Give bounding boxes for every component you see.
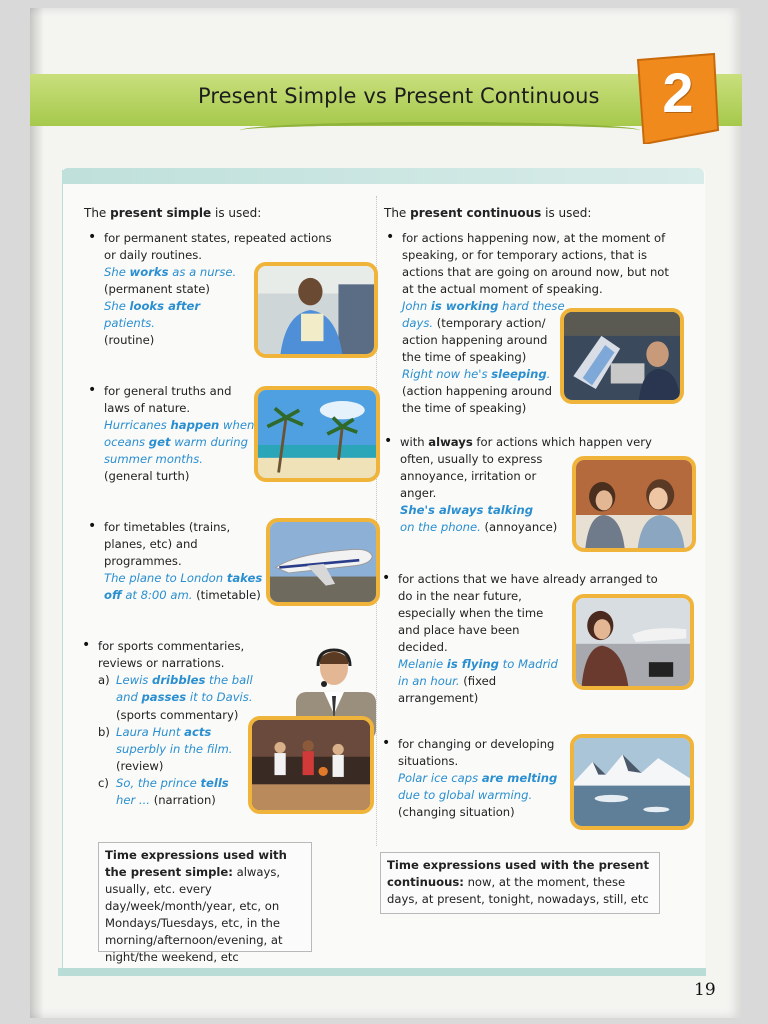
left-note-general: (general turth) bbox=[104, 469, 190, 483]
right-example-always-talking: She's always talking bbox=[400, 503, 533, 517]
left-bullet-4: • for sports commentaries, bbox=[98, 638, 244, 655]
right-bullet-1-line2: speaking, or for temporary actions, that is bbox=[402, 248, 648, 262]
left-note-sports: (sports commentary) bbox=[116, 708, 239, 722]
right-bullet-1: • for actions happening now, at the moment of bbox=[402, 230, 665, 247]
left-example-works: She works as a nurse. bbox=[104, 265, 237, 279]
right-example-polar: Polar ice caps are melting bbox=[398, 771, 558, 785]
right-note-2a: (action happening around bbox=[402, 384, 552, 398]
airplane-photo bbox=[266, 518, 380, 606]
right-bullet-2-line2: often, usually to express bbox=[400, 452, 543, 466]
left-bullet-2: • for general truths and laws of nature. bbox=[104, 383, 234, 417]
left-example-her: her ... (narration) bbox=[116, 793, 216, 807]
right-bullet-2-line4: anger. bbox=[400, 486, 437, 500]
right-example-melanie: Melanie is flying to Madrid bbox=[398, 657, 558, 671]
phone-girls-photo bbox=[572, 456, 696, 552]
left-note-review: (review) bbox=[116, 759, 164, 773]
right-bullet-3-line2: do in the near future, bbox=[398, 589, 522, 603]
left-item-c-label: c) bbox=[98, 776, 109, 790]
airport-woman-photo bbox=[572, 594, 694, 690]
left-example-dribbles: Lewis dribbles the ball bbox=[116, 673, 253, 687]
right-note-1b: action happening around bbox=[402, 333, 548, 347]
title-swoosh bbox=[240, 122, 640, 139]
right-example-sleeping: Right now he's sleeping. bbox=[402, 367, 551, 381]
left-example-laura: Laura Hunt acts bbox=[116, 725, 212, 739]
left-note-routine: (routine) bbox=[104, 333, 155, 347]
right-example-warming: due to global warming. bbox=[398, 788, 533, 802]
left-item-b-label: b) bbox=[98, 725, 110, 739]
left-example-oceans: oceans get warm during bbox=[104, 435, 248, 449]
polar-ice-photo bbox=[570, 734, 694, 830]
present-continuous-time-expressions: Time expressions used with the present continuous: now, at the moment, these days, at present, tonight, nowadays, still, etc bbox=[380, 852, 660, 914]
right-note-1c: the time of speaking) bbox=[402, 350, 527, 364]
left-example-superbly: superbly in the film. bbox=[116, 742, 233, 756]
right-example-john: John is working hard these bbox=[402, 299, 565, 313]
right-bullet-3: • for actions that we have already arranged to bbox=[398, 571, 658, 588]
left-bullet-1: • for permanent states, repeated actions or daily routines. bbox=[104, 230, 344, 264]
right-bullet-4-line2: situations. bbox=[398, 754, 459, 768]
left-example-summer: summer months. bbox=[104, 452, 203, 466]
right-bullet-2-line3: annoyance, irritation or bbox=[400, 469, 537, 483]
left-bullet-4-line2: reviews or narrations. bbox=[98, 656, 225, 670]
left-bullet-3-line2: planes, etc) and bbox=[104, 537, 198, 551]
right-note-changing: (changing situation) bbox=[398, 805, 515, 819]
right-bullet-3-line4: and place have been bbox=[398, 623, 520, 637]
left-example-hurricanes: Hurricanes happen when bbox=[104, 418, 255, 432]
page-number: 19 bbox=[694, 980, 716, 1000]
left-item-a-label: a) bbox=[98, 673, 110, 687]
left-example-off: off at 8:00 am. (timetable) bbox=[104, 588, 261, 602]
spine-shadow bbox=[30, 8, 44, 1018]
right-note-2b: the time of speaking) bbox=[402, 401, 527, 415]
beach-photo bbox=[254, 386, 380, 482]
right-bullet-1-line4: at the actual moment of speaking. bbox=[402, 282, 603, 296]
left-example-passes: and passes it to Davis. bbox=[116, 690, 253, 704]
right-example-phone: on the phone. (annoyance) bbox=[400, 520, 558, 534]
nurse-photo bbox=[254, 262, 378, 358]
computer-worker-photo bbox=[560, 308, 684, 404]
left-example-looks-after: She looks after bbox=[104, 299, 201, 313]
left-example-prince: So, the prince tells bbox=[116, 776, 229, 790]
left-example-patients: patients. bbox=[104, 316, 155, 330]
content-bottom-border bbox=[58, 968, 706, 976]
content-top-border bbox=[62, 168, 704, 184]
right-bullet-1-line3: actions that are going on around now, but not bbox=[402, 265, 669, 279]
left-example-plane: The plane to London takes bbox=[104, 571, 263, 585]
unit-number: 2 bbox=[662, 61, 694, 124]
left-bullet-3: • for timetables (trains, bbox=[104, 519, 230, 536]
basketball-photo bbox=[248, 716, 374, 814]
left-bullet-3-line3: programmes. bbox=[104, 554, 182, 568]
right-example-hour: in an hour. (fixed bbox=[398, 674, 497, 688]
page-title: Present Simple vs Present Continuous bbox=[198, 84, 600, 108]
right-bullet-3-line3: especially when the time bbox=[398, 606, 544, 620]
right-example-days: days. (temporary action/ bbox=[402, 316, 546, 330]
right-bullet-2: • with always for actions which happen very bbox=[400, 434, 652, 451]
right-heading: The present continuous is used: bbox=[384, 206, 592, 220]
right-note-arrangement: arrangement) bbox=[398, 691, 479, 705]
present-simple-time-expressions: Time expressions used with the present simple: always, usually, etc. every day/week/month/year, etc, on Mondays/Tuesdays, etc, in the morning/afternoon/evening, at night/the weekend, etc bbox=[98, 842, 312, 952]
right-bullet-4: • for changing or developing bbox=[398, 736, 554, 753]
left-heading: The present simple is used: bbox=[84, 206, 262, 220]
right-bullet-3-line5: decided. bbox=[398, 640, 448, 654]
left-note-permanent: (permanent state) bbox=[104, 282, 210, 296]
